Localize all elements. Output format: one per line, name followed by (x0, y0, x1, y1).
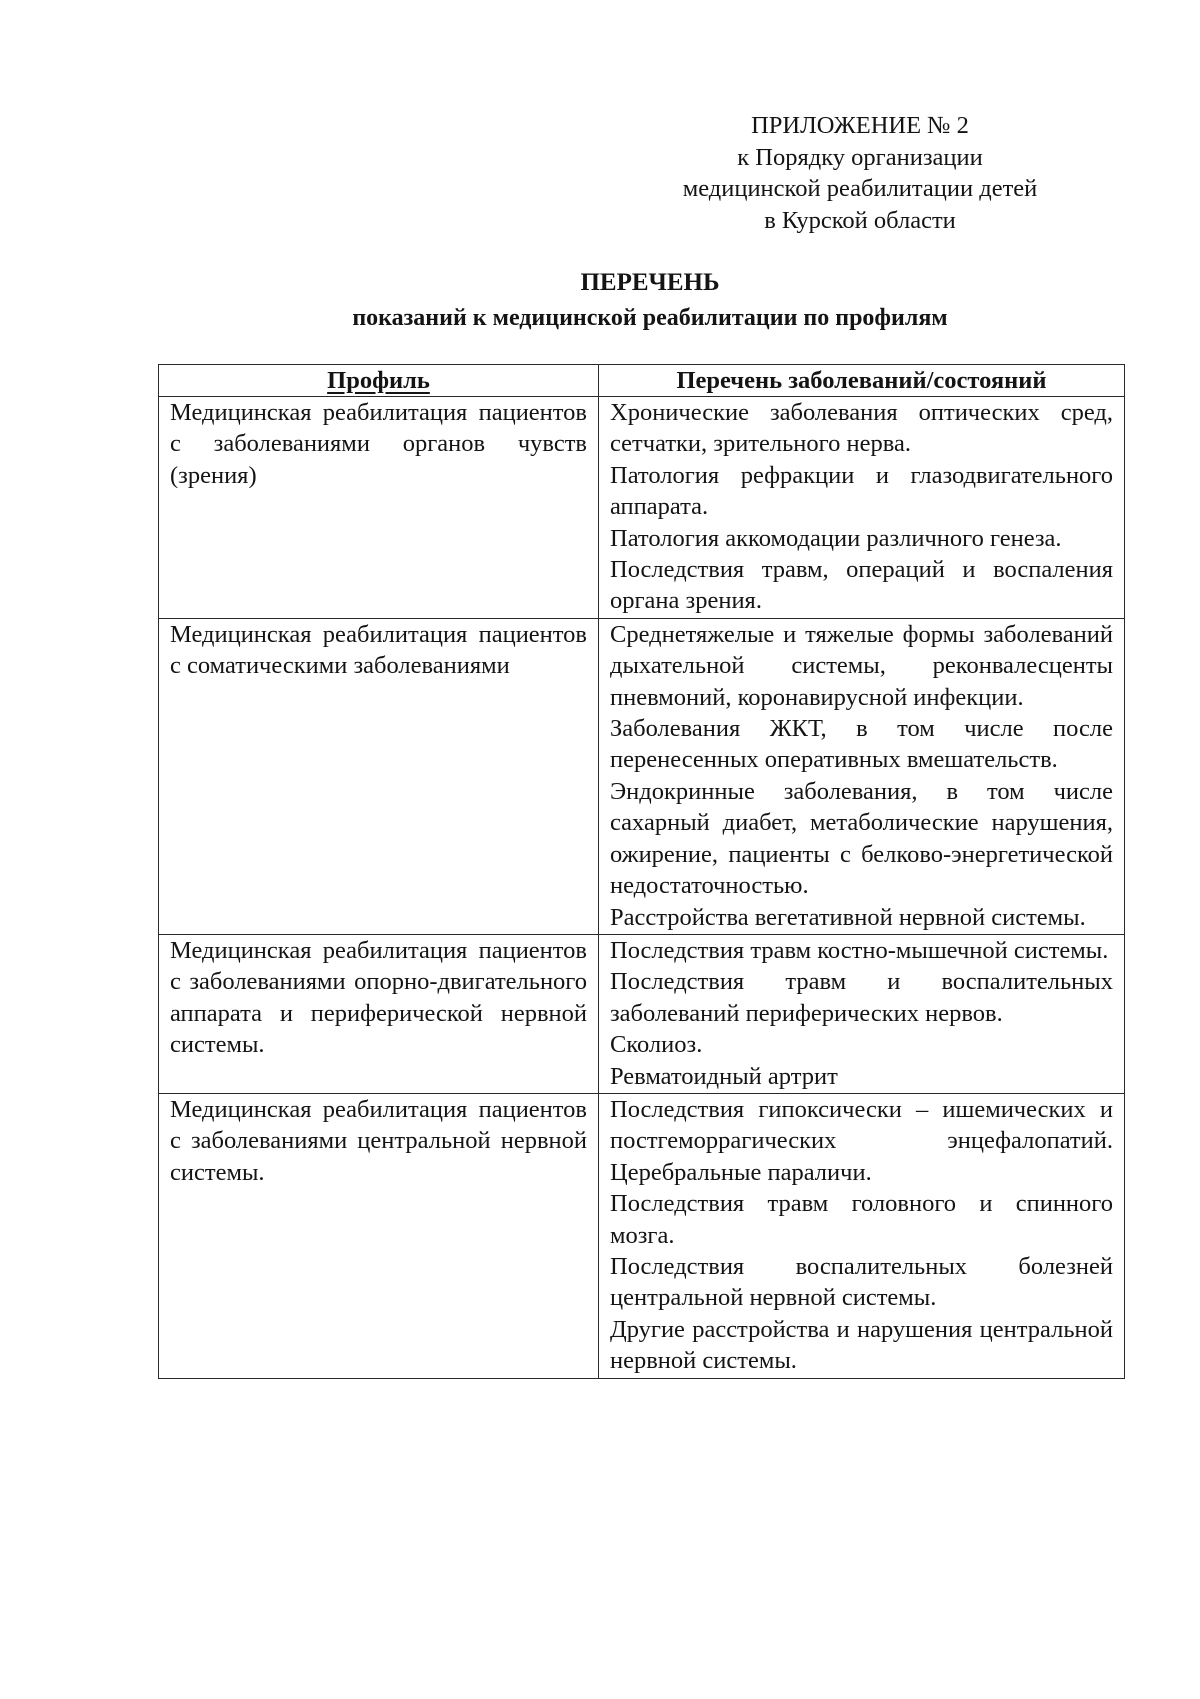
condition-item: Патология аккомодации различного генеза. (610, 524, 1062, 552)
profile-cell: Медицинская реабилитация пациентов с заболеваниями органов чувств (зрения) (159, 397, 599, 619)
condition-item: Последствия воспалительных болезней центральной нервной системы. (610, 1252, 1113, 1312)
appendix-line-subject: медицинской реабилитации детей (682, 175, 1038, 202)
table-row (159, 397, 1125, 619)
condition-item: Последствия травм головного и спинного мозга. (610, 1190, 1113, 1249)
condition-item: Ревматоидный артрит (610, 1062, 838, 1090)
appendix-line-order: к Порядку организации (737, 143, 983, 171)
condition-item: Другие расстройства и нарушения центральной нервной системы. (610, 1315, 1113, 1375)
condition-item: Последствия травм костно-мышечной системы. (610, 936, 1109, 964)
column-header-profile-label: Профиль (327, 367, 430, 394)
indications-table (158, 364, 1125, 1379)
appendix-line-region: в Курской области (764, 206, 956, 234)
condition-item: Хронические заболевания оптических сред, сетчатки, зрительного нерва. (610, 399, 1113, 458)
table-header-row (159, 365, 1125, 397)
appendix-header (640, 110, 1080, 236)
condition-item: Заболевания ЖКТ, в том числе после перенесенных оперативных вмешательств. (610, 715, 1113, 774)
conditions-cell (599, 618, 1125, 934)
profile-cell: Медицинская реабилитация пациентов с соматическими заболеваниями (159, 618, 599, 934)
conditions-cell (599, 934, 1125, 1093)
condition-item: Среднетяжелые и тяжелые формы заболеваний дыхательной системы, реконвалесценты пневмоний, коронавирусной инфекции. (610, 620, 1113, 711)
table-row (159, 618, 1125, 934)
column-header-conditions: Перечень заболеваний/состояний (599, 365, 1125, 397)
condition-item: Эндокринные заболевания, в том числе сахарный диабет, метаболические нарушения, ожирение, пациенты с белково-энергетической недостаточностью. (610, 777, 1113, 900)
profile-cell: Медицинская реабилитация пациентов с заболеваниями центральной нервной системы. (159, 1093, 599, 1378)
conditions-cell (599, 1093, 1125, 1378)
document-title: ПЕРЕЧЕНЬ (580, 269, 720, 296)
appendix-number: ПРИЛОЖЕНИЕ № 2 (751, 112, 969, 139)
condition-item: Последствия гипоксически – ишемических и постгеморрагических энцефалопатий. Церебральные параличи. (610, 1095, 1113, 1186)
column-header-profile (159, 365, 599, 397)
conditions-cell (599, 397, 1125, 619)
document-subtitle: показаний к медицинской реабилитации по профилям (352, 305, 948, 331)
condition-item: Последствия травм и воспалительных заболеваний периферических нервов. (610, 968, 1113, 1027)
table-row (159, 934, 1125, 1093)
condition-item: Сколиоз. (610, 1031, 703, 1059)
profile-cell: Медицинская реабилитация пациентов с заболеваниями опорно-двигательного аппарата и периферической нервной системы. (159, 934, 599, 1093)
condition-item: Расстройства вегетативной нервной системы. (610, 903, 1086, 931)
table-row (159, 1093, 1125, 1378)
condition-item: Патология рефракции и глазодвигательного аппарата. (610, 461, 1113, 521)
condition-item: Последствия травм, операций и воспаления органа зрения. (610, 556, 1113, 615)
